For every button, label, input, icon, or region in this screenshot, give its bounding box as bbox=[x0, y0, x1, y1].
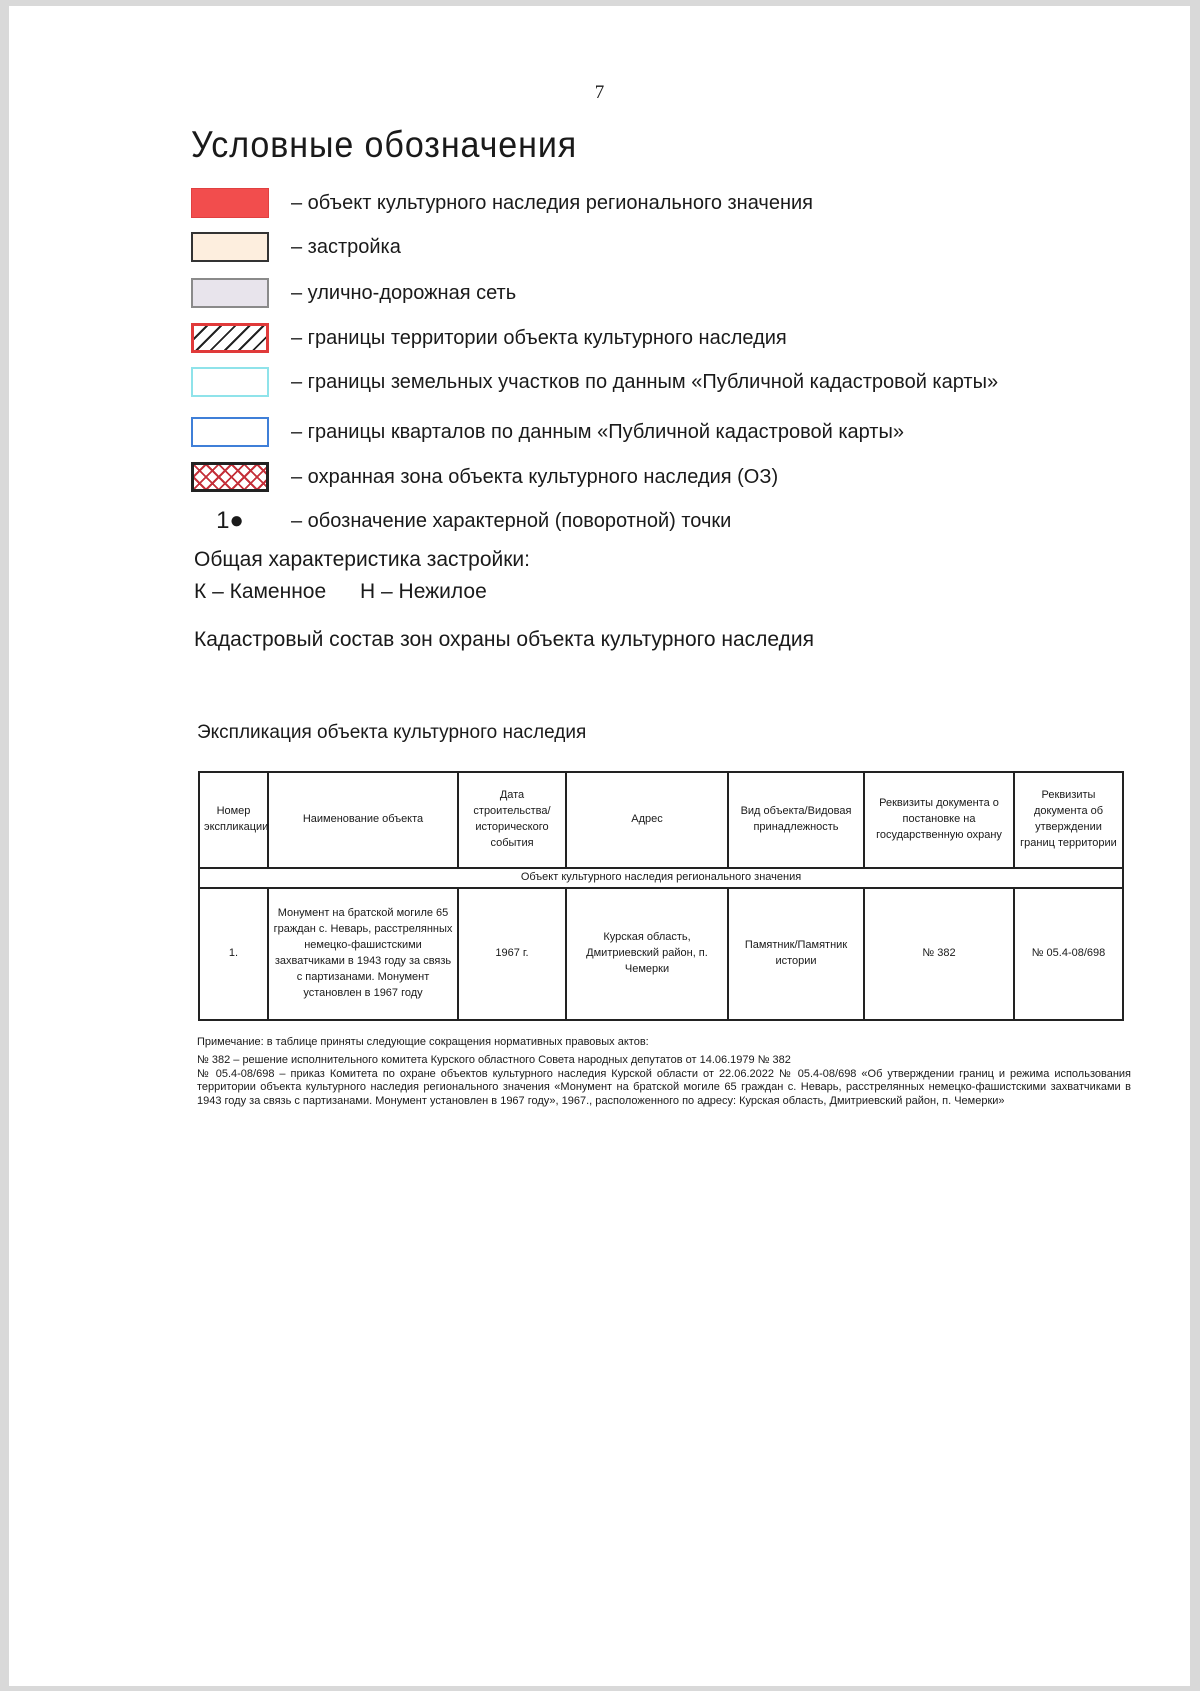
cell-address: Курская область, Дмитриевский район, п. Чемерки bbox=[566, 888, 728, 1020]
header-number: Номер экспликации bbox=[199, 772, 268, 868]
page-number: 7 bbox=[594, 82, 605, 103]
cell-territory-doc: № 05.4-08/698 bbox=[1014, 888, 1123, 1020]
note-line: № 05.4-08/698 – приказ Комитета по охране объектов культурного наследия Курской области от 22.06.2022 № 05.4-08/698 «Об утверждении границ и режима использования территории объекта культурного наследия регионального значения «Монумент на братской могиле 65 граждан с. Неварь, расстрелянных немецко-фашистскими захватчиками в 1943 году за связь с партизанами. Монумент установлен в 1967 году», 1967., расположенного по адресу: Курская область, Дмитриевский район, п. Чемерки» bbox=[197, 1067, 1131, 1107]
cell-type: Памятник/Памятник истории bbox=[728, 888, 864, 1020]
header-name: Наименование объекта bbox=[268, 772, 458, 868]
legend-label: – улично-дорожная сеть bbox=[291, 281, 517, 304]
legend-label: – застройка bbox=[291, 235, 401, 258]
header-protection-doc: Реквизиты документа о постановке на государственную охрану bbox=[864, 772, 1014, 868]
crosshatch-swatch-icon bbox=[191, 462, 269, 492]
note-line: № 382 – решение исполнительного комитета Курского областного Совета народных депутатов от 14.06.1979 № 382 bbox=[197, 1053, 791, 1066]
type-non-residential: Н – Нежилое bbox=[360, 580, 487, 603]
cyan-outline-swatch-icon bbox=[191, 367, 269, 397]
red-fill-swatch-icon bbox=[191, 188, 269, 218]
document-page bbox=[9, 6, 1190, 1686]
legend-title: Условные обозначения bbox=[191, 124, 578, 165]
header-date: Дата строительства/исторического события bbox=[458, 772, 566, 868]
section-label: Объект культурного наследия регионального значения bbox=[199, 868, 1123, 888]
beige-fill-swatch-icon bbox=[191, 232, 269, 262]
cell-protection-doc: № 382 bbox=[864, 888, 1014, 1020]
legend-label: – границы территории объекта культурного наследия bbox=[291, 326, 787, 349]
legend-item-buildings bbox=[191, 230, 401, 264]
cell-number: 1. bbox=[199, 888, 268, 1020]
type-stone: К – Каменное bbox=[194, 580, 327, 603]
header-territory-doc: Реквизиты документа об утверждении границ территории bbox=[1014, 772, 1123, 868]
legend-item-territory-boundary bbox=[191, 321, 787, 355]
legend-item-road-network bbox=[191, 276, 516, 310]
table-note bbox=[197, 1036, 1131, 1113]
legend-label: – объект культурного наследия регионального значения bbox=[291, 191, 813, 214]
red-hatch-swatch-icon bbox=[191, 323, 269, 353]
legend-label: – обозначение характерной (поворотной) точки bbox=[291, 509, 732, 532]
legend-item-protection-zone bbox=[191, 460, 778, 494]
legend-item-land-plots bbox=[191, 365, 998, 399]
explication-title: Экспликация объекта культурного наследия bbox=[197, 722, 587, 743]
legend-item-cultural-heritage bbox=[191, 186, 813, 220]
header-type: Вид объекта/Видовая принадлежность bbox=[728, 772, 864, 868]
point-marker-icon: 1● bbox=[216, 507, 244, 534]
legend-label: – границы земельных участков по данным «Публичной кадастровой карты» bbox=[291, 370, 999, 393]
header-address: Адрес bbox=[566, 772, 728, 868]
building-characteristics-heading: Общая характеристика застройки: bbox=[194, 548, 530, 571]
table-header-row bbox=[199, 772, 1123, 868]
cell-date: 1967 г. bbox=[458, 888, 566, 1020]
table-row bbox=[199, 888, 1123, 1020]
building-characteristics-types bbox=[194, 580, 515, 604]
legend-item-turning-point bbox=[191, 504, 731, 538]
grey-fill-swatch-icon bbox=[191, 278, 269, 308]
legend-label: – охранная зона объекта культурного наследия (ОЗ) bbox=[291, 465, 779, 488]
legend-label: – границы кварталов по данным «Публичной кадастровой карты» bbox=[291, 420, 904, 443]
cell-name: Монумент на братской могиле 65 граждан с. Неварь, расстрелянных немецко-фашистскими захватчиками в 1943 году за связь с партизанами. Монумент установлен в 1967 году bbox=[268, 888, 458, 1020]
legend-item-quarters bbox=[191, 415, 904, 449]
table-section-row bbox=[199, 868, 1123, 888]
note-heading: Примечание: в таблице приняты следующие сокращения нормативных правовых актов: bbox=[197, 1036, 649, 1048]
cadastral-title: Кадастровый состав зон охраны объекта культурного наследия bbox=[194, 628, 814, 651]
explication-table bbox=[198, 771, 1124, 1021]
blue-outline-swatch-icon bbox=[191, 417, 269, 447]
